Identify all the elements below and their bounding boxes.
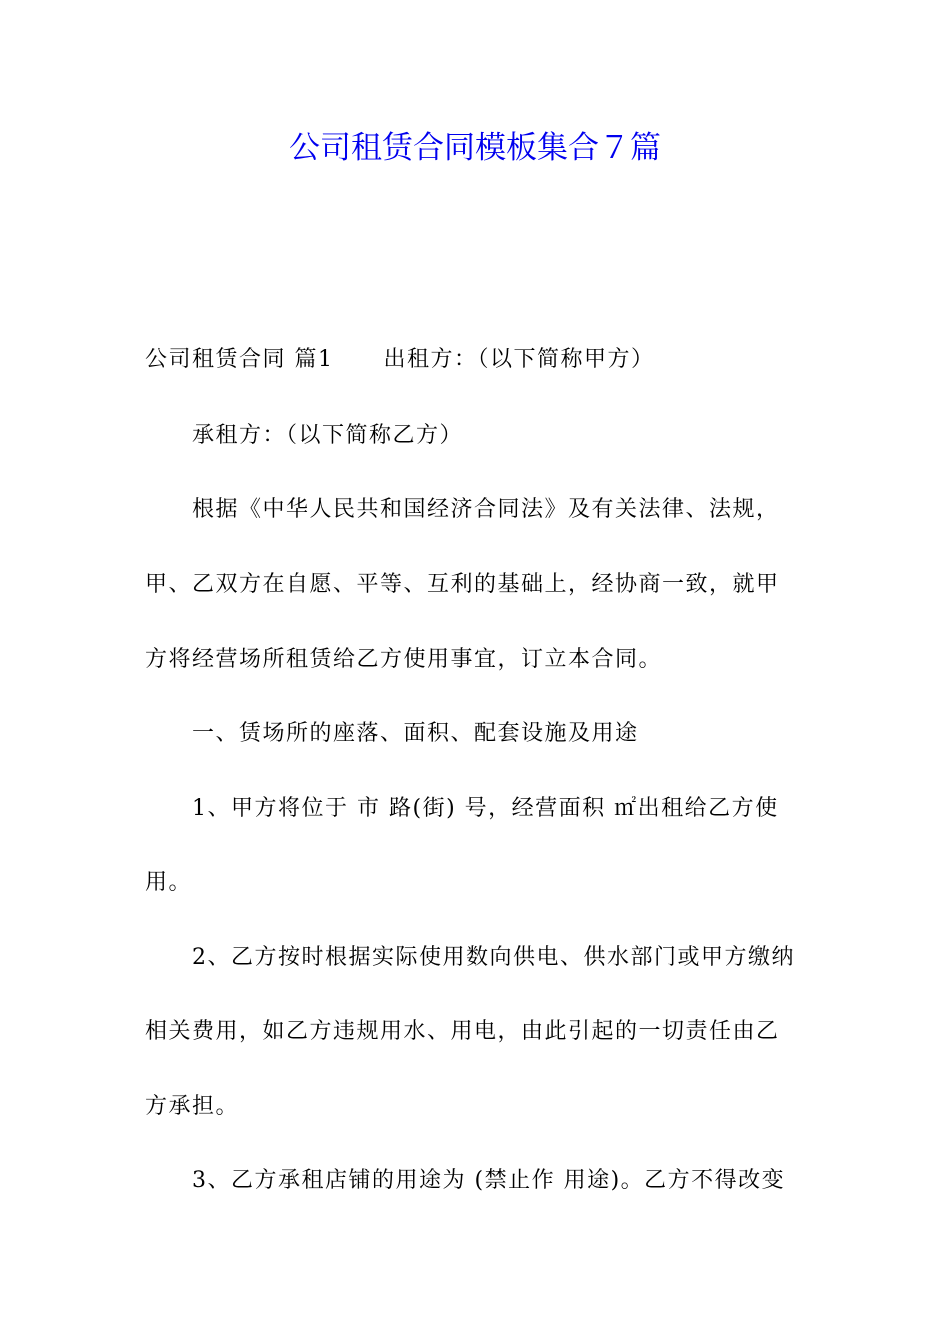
body-text-line: 甲、乙双方在自愿、平等、互利的基础上，经协商一致，就甲 — [145, 572, 780, 597]
body-text-line: 方将经营场所租赁给乙方使用事宜，订立本合同。 — [145, 647, 663, 672]
clause-line: 相关费用，如乙方违规用水、用电，由此引起的一切责任由乙 — [145, 1019, 780, 1044]
clause-line: 2、乙方按时根据实际使用数向供电、供水部门或甲方缴纳 — [192, 945, 795, 970]
body-text-line: 根据《中华人民共和国经济合同法》及有关法律、法规， — [192, 497, 780, 522]
section-heading: 一、赁场所的座落、面积、配套设施及用途 — [192, 721, 639, 746]
lessee-line: 承租方：（以下简称乙方） — [192, 423, 464, 448]
contract-section-label: 公司租赁合同 篇1 — [145, 347, 334, 372]
clause-line: 方承担。 — [145, 1094, 240, 1119]
clause-line: 1、甲方将位于 市 路(街) 号，经营面积 ㎡出租给乙方使 — [192, 796, 779, 821]
document-title: 公司租赁合同模板集合７篇 — [289, 130, 661, 166]
lessor-label: 出租方：（以下简称甲方） — [383, 347, 655, 372]
clause-line: 3、乙方承租店铺的用途为 (禁止作 用途)。乙方不得改变 — [192, 1168, 786, 1193]
clause-line: 用。 — [145, 870, 193, 895]
contract-heading-line — [145, 343, 815, 377]
